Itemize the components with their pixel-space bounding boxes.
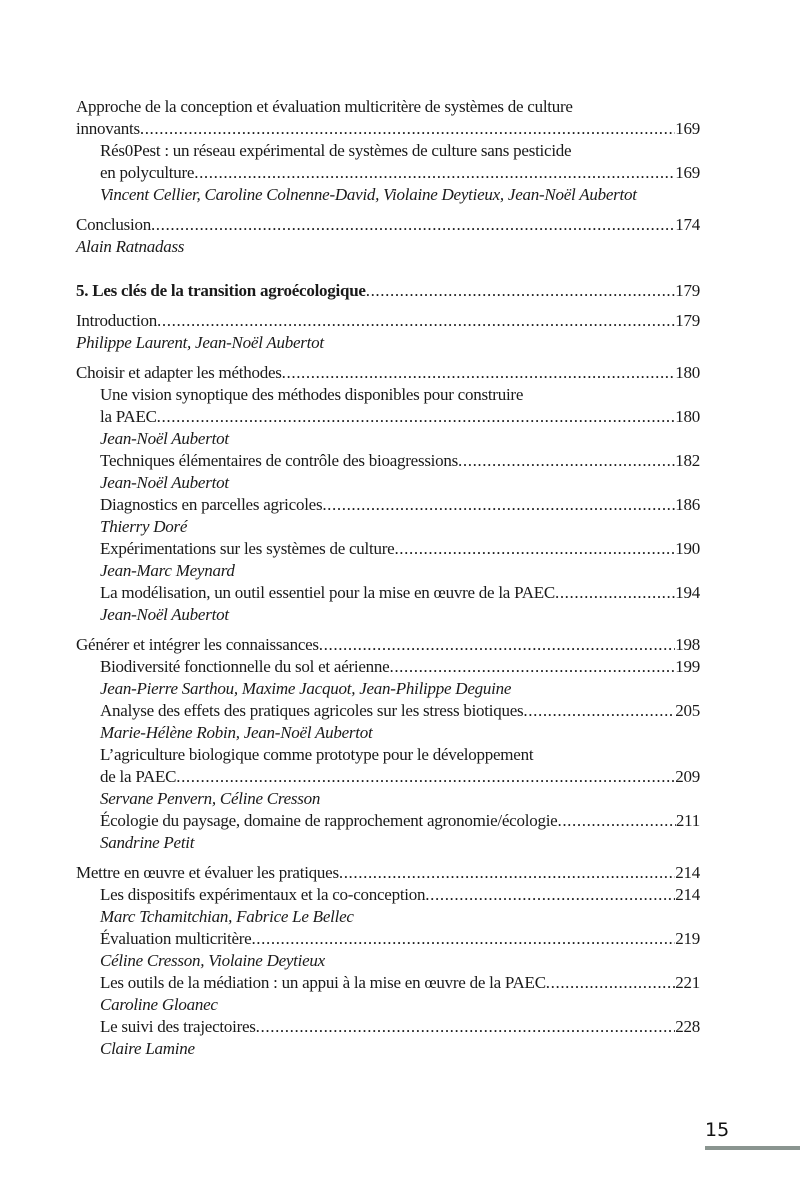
entry-title-line bbox=[100, 972, 700, 994]
entry-page-number: 199 bbox=[675, 657, 700, 676]
dot-leader bbox=[339, 862, 675, 884]
entry-title-line bbox=[76, 214, 700, 236]
entry-title-line bbox=[76, 862, 700, 884]
toc-entry[interactable] bbox=[76, 362, 700, 384]
entry-title: Conclusion bbox=[76, 215, 151, 234]
entry-title: innovants bbox=[76, 119, 140, 138]
entry-title: Évaluation multicritère bbox=[100, 929, 252, 948]
entry-page-number: 174 bbox=[675, 215, 700, 234]
entry-authors: Jean-Pierre Sarthou, Maxime Jacquot, Jean-Philippe Deguine bbox=[100, 679, 512, 698]
entry-title: Rés0Pest : un réseau expérimental de systèmes de culture sans pesticide bbox=[100, 141, 572, 160]
entry-page-number: 180 bbox=[675, 407, 700, 426]
entry-authors: Philippe Laurent, Jean-Noël Aubertot bbox=[76, 333, 324, 352]
entry-page-number: 190 bbox=[675, 539, 700, 558]
toc-entry[interactable] bbox=[76, 700, 700, 744]
entry-title: Diagnostics en parcelles agricoles bbox=[100, 495, 323, 514]
entry-authors: Jean-Marc Meynard bbox=[100, 561, 235, 580]
entry-title: Biodiversité fonctionnelle du sol et aérienne bbox=[100, 657, 390, 676]
entry-title-line bbox=[100, 656, 700, 678]
toc-entry[interactable] bbox=[76, 280, 700, 302]
entry-page-number: 179 bbox=[675, 311, 700, 330]
toc-entry[interactable] bbox=[76, 96, 700, 140]
entry-title-line bbox=[100, 810, 700, 832]
entry-page-number: 221 bbox=[675, 973, 700, 992]
toc-section bbox=[76, 862, 700, 1060]
entry-page-number: 209 bbox=[675, 767, 700, 786]
entry-page-number: 182 bbox=[675, 451, 700, 470]
entry-title-line bbox=[76, 362, 700, 384]
toc-section bbox=[76, 634, 700, 854]
dot-leader bbox=[394, 538, 675, 560]
entry-page-number: 169 bbox=[675, 119, 700, 138]
dot-leader bbox=[546, 972, 675, 994]
entry-title-line bbox=[100, 494, 700, 516]
entry-title-line bbox=[76, 634, 700, 656]
entry-authors: Alain Ratnadass bbox=[76, 237, 185, 256]
toc-entry[interactable] bbox=[76, 810, 700, 854]
toc-chapter bbox=[76, 280, 700, 302]
toc-entry[interactable] bbox=[76, 744, 700, 810]
entry-authors: Marie-Hélène Robin, Jean-Noël Aubertot bbox=[100, 723, 373, 742]
entry-authors: Thierry Doré bbox=[100, 517, 188, 536]
entry-title-line bbox=[100, 884, 700, 906]
toc-section bbox=[76, 214, 700, 258]
dot-leader bbox=[425, 884, 675, 906]
entry-title: Expérimentations sur les systèmes de culture bbox=[100, 539, 395, 558]
entry-title: La modélisation, un outil essentiel pour la mise en œuvre de la PAEC bbox=[100, 583, 555, 602]
entry-page-number: 186 bbox=[675, 495, 700, 514]
dot-leader bbox=[157, 310, 675, 332]
toc-section bbox=[76, 362, 700, 626]
entry-page-number: 179 bbox=[675, 281, 700, 300]
dot-leader bbox=[322, 494, 675, 516]
toc-section bbox=[76, 310, 700, 354]
toc-entry[interactable] bbox=[76, 140, 700, 206]
entry-authors: Jean-Noël Aubertot bbox=[100, 429, 229, 448]
toc-entry[interactable] bbox=[76, 310, 700, 354]
entry-title-line bbox=[76, 118, 700, 140]
entry-title: Techniques élémentaires de contrôle des bioagressions bbox=[100, 451, 459, 470]
entry-title-line bbox=[100, 1016, 700, 1038]
entry-title-line bbox=[100, 162, 700, 184]
entry-page-number: 211 bbox=[675, 811, 700, 830]
dot-leader bbox=[366, 280, 676, 302]
entry-title-line bbox=[76, 96, 700, 118]
entry-page-number: 169 bbox=[675, 163, 700, 182]
toc-entry[interactable] bbox=[76, 928, 700, 972]
table-of-contents bbox=[76, 96, 700, 1060]
dot-leader bbox=[194, 162, 675, 184]
entry-page-number: 194 bbox=[675, 583, 700, 602]
dot-leader bbox=[458, 450, 675, 472]
dot-leader bbox=[251, 928, 675, 950]
toc-entry[interactable] bbox=[76, 634, 700, 656]
entry-page-number: 198 bbox=[675, 635, 700, 654]
entry-title-line bbox=[100, 582, 700, 604]
entry-title-line bbox=[100, 450, 700, 472]
entry-title-line bbox=[76, 310, 700, 332]
toc-entry[interactable] bbox=[76, 214, 700, 258]
toc-entry[interactable] bbox=[76, 1016, 700, 1060]
entry-title: Les dispositifs expérimentaux et la co-conception bbox=[100, 885, 426, 904]
entry-title-line bbox=[76, 280, 700, 302]
entry-title: Le suivi des trajectoires bbox=[100, 1017, 256, 1036]
dot-leader bbox=[176, 766, 675, 788]
dot-leader bbox=[157, 406, 676, 428]
page-number: 15 bbox=[705, 1119, 730, 1141]
entry-title: Analyse des effets des pratiques agricoles sur les stress biotiques bbox=[100, 701, 524, 720]
entry-title: de la PAEC bbox=[100, 767, 177, 786]
entry-title-line bbox=[100, 928, 700, 950]
footer-rule bbox=[705, 1146, 800, 1150]
entry-authors: Claire Lamine bbox=[100, 1039, 195, 1058]
entry-title: Mettre en œuvre et évaluer les pratiques bbox=[76, 863, 339, 882]
entry-authors: Marc Tchamitchian, Fabrice Le Bellec bbox=[100, 907, 354, 926]
entry-title-line bbox=[100, 700, 700, 722]
entry-authors: Vincent Cellier, Caroline Colnenne-David, Violaine Deytieux, Jean-Noël Aubertot bbox=[100, 185, 637, 204]
toc-entry[interactable] bbox=[76, 384, 700, 450]
entry-title-line bbox=[100, 384, 700, 406]
entry-title: la PAEC bbox=[100, 407, 157, 426]
toc-entry[interactable] bbox=[76, 494, 700, 538]
entry-title-line bbox=[100, 538, 700, 560]
entry-title-line bbox=[100, 744, 700, 766]
toc-entry[interactable] bbox=[76, 538, 700, 582]
dot-leader bbox=[140, 118, 675, 140]
dot-leader bbox=[151, 214, 675, 236]
entry-title: L’agriculture biologique comme prototype pour le développement bbox=[100, 745, 534, 764]
toc-section bbox=[76, 96, 700, 206]
entry-title-line bbox=[100, 766, 700, 788]
dot-leader bbox=[555, 582, 675, 604]
dot-leader bbox=[523, 700, 675, 722]
entry-authors: Servane Penvern, Céline Cresson bbox=[100, 789, 321, 808]
entry-page-number: 205 bbox=[675, 701, 700, 720]
entry-authors: Jean-Noël Aubertot bbox=[100, 605, 229, 624]
toc-entry[interactable] bbox=[76, 972, 700, 1016]
entry-title: en polyculture bbox=[100, 163, 195, 182]
entry-authors: Caroline Gloanec bbox=[100, 995, 218, 1014]
entry-title: 5. Les clés de la transition agroécologique bbox=[76, 281, 366, 300]
entry-title: Choisir et adapter les méthodes bbox=[76, 363, 282, 382]
entry-authors: Sandrine Petit bbox=[100, 833, 195, 852]
toc-entry[interactable] bbox=[76, 450, 700, 494]
dot-leader bbox=[557, 810, 675, 832]
entry-page-number: 214 bbox=[675, 863, 700, 882]
dot-leader bbox=[389, 656, 675, 678]
entry-page-number: 228 bbox=[675, 1017, 700, 1036]
entry-title: Approche de la conception et évaluation multicritère de systèmes de culture bbox=[76, 97, 573, 116]
entry-page-number: 180 bbox=[675, 363, 700, 382]
entry-title-line bbox=[100, 140, 700, 162]
entry-page-number: 219 bbox=[675, 929, 700, 948]
toc-entry[interactable] bbox=[76, 884, 700, 928]
toc-entry[interactable] bbox=[76, 862, 700, 884]
toc-entry[interactable] bbox=[76, 582, 700, 626]
entry-title-line bbox=[100, 406, 700, 428]
toc-entry[interactable] bbox=[76, 656, 700, 700]
entry-title: Une vision synoptique des méthodes disponibles pour construire bbox=[100, 385, 524, 404]
dot-leader bbox=[256, 1016, 676, 1038]
dot-leader bbox=[319, 634, 675, 656]
entry-title: Les outils de la médiation : un appui à la mise en œuvre de la PAEC bbox=[100, 973, 546, 992]
entry-title: Introduction bbox=[76, 311, 158, 330]
dot-leader bbox=[282, 362, 676, 384]
entry-page-number: 214 bbox=[675, 885, 700, 904]
entry-authors: Céline Cresson, Violaine Deytieux bbox=[100, 951, 325, 970]
entry-title: Générer et intégrer les connaissances bbox=[76, 635, 319, 654]
entry-title: Écologie du paysage, domaine de rapprochement agronomie/écologie bbox=[100, 811, 558, 830]
entry-authors: Jean-Noël Aubertot bbox=[100, 473, 229, 492]
